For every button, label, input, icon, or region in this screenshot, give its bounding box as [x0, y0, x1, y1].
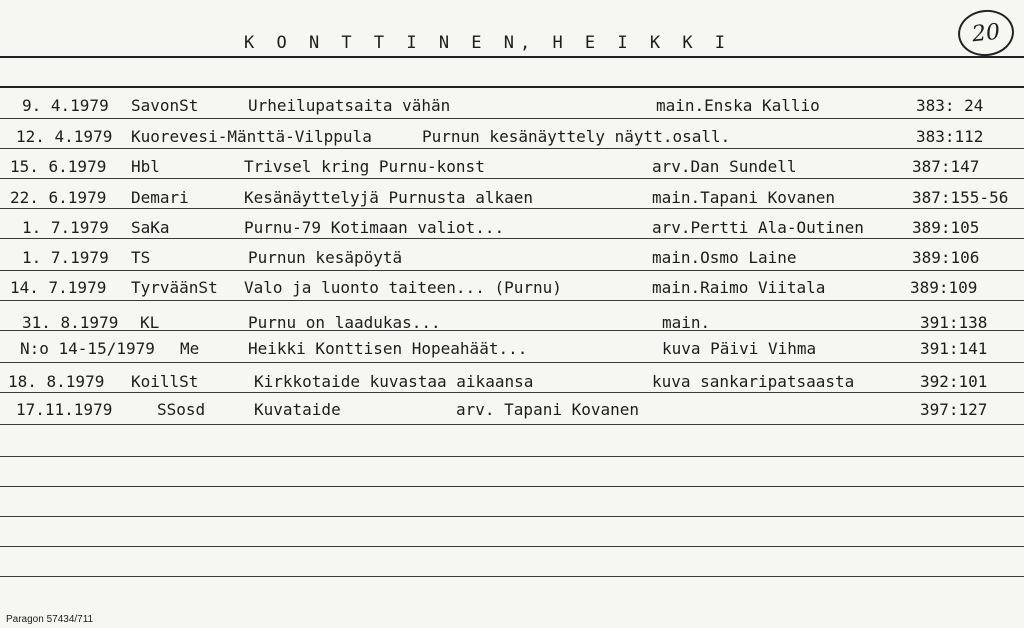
entry-ref: 387:155-56	[912, 188, 1009, 207]
entry-ref: 397:127	[920, 400, 988, 419]
entry-title: Purnun kesäpöytä	[248, 248, 403, 267]
ruled-line	[0, 238, 1024, 239]
entry-source: SavonSt	[131, 96, 199, 115]
entry-source: Kuorevesi-Mänttä-Vilppula	[131, 127, 372, 146]
ruled-line	[0, 178, 1024, 179]
entry-author: main.Enska Kallio	[656, 96, 820, 115]
entry-date: 14. 7.1979	[10, 278, 107, 297]
entry-ref: 389:105	[912, 218, 980, 237]
entry-date: 9. 4.1979	[22, 96, 109, 115]
entry-title: Kuvataide	[254, 400, 341, 419]
entry-author: kuva Päivi Vihma	[662, 339, 817, 358]
entry-date: 22. 6.1979	[10, 188, 107, 207]
ruled-line	[0, 486, 1024, 487]
entry-author: main.Raimo Viitala	[652, 278, 826, 297]
card-title: K O N T T I N E N, H E I K K I	[244, 33, 732, 53]
entry-date: 1. 7.1979	[22, 218, 109, 237]
entry-title: Purnun kesänäyttely näytt.osall.	[422, 127, 731, 146]
ruled-line	[0, 456, 1024, 457]
entry-source: SSosd	[157, 400, 206, 419]
entry-title: Purnu-79 Kotimaan valiot...	[244, 218, 505, 237]
entry-ref: 383:112	[916, 127, 984, 146]
entry-date: 31. 8.1979	[22, 313, 119, 332]
entry-date: 1. 7.1979	[22, 248, 109, 267]
ruled-line	[0, 546, 1024, 547]
entry-date: 17.11.1979	[16, 400, 113, 419]
entry-author: arv.Pertti Ala-Outinen	[652, 218, 864, 237]
entry-ref: 389:109	[910, 278, 978, 297]
entry-author: main.Tapani Kovanen	[652, 188, 836, 207]
ruled-line	[0, 516, 1024, 517]
entry-source: Demari	[131, 188, 189, 207]
entry-title: Purnu on laadukas...	[248, 313, 441, 332]
printer-imprint: Paragon 57434/711	[6, 614, 94, 625]
entry-title: Kirkkotaide kuvastaa aikaansa	[254, 372, 534, 391]
entry-author: kuva sankaripatsaasta	[652, 372, 855, 391]
ruled-line	[0, 118, 1024, 119]
ruled-line	[0, 576, 1024, 577]
entry-source: Hbl	[131, 157, 160, 176]
entry-author: arv. Tapani Kovanen	[456, 400, 640, 419]
entry-title: Valo ja luonto taiteen... (Purnu)	[244, 278, 562, 297]
ruled-line	[0, 56, 1024, 58]
entry-ref: 391:138	[920, 313, 988, 332]
entry-source: KoillSt	[131, 372, 199, 391]
entry-author: main.Osmo Laine	[652, 248, 797, 267]
ruled-line	[0, 424, 1024, 425]
entry-source: KL	[140, 313, 160, 332]
ruled-line	[0, 148, 1024, 149]
entry-title: Urheilupatsaita vähän	[248, 96, 451, 115]
entry-title: Kesänäyttelyjä Purnusta alkaen	[244, 188, 533, 207]
ruled-line	[0, 86, 1024, 88]
entry-author: arv.Dan Sundell	[652, 157, 797, 176]
entry-source: Me	[180, 339, 200, 358]
entry-ref: 387:147	[912, 157, 980, 176]
entry-ref: 383: 24	[916, 96, 984, 115]
ruled-line	[0, 362, 1024, 363]
card-number: 20	[970, 19, 1002, 47]
entry-author: main.	[662, 313, 711, 332]
entry-source: TS	[131, 248, 151, 267]
ruled-line	[0, 208, 1024, 209]
entry-date: N:o 14-15/1979	[20, 339, 155, 358]
entry-date: 15. 6.1979	[10, 157, 107, 176]
entry-ref: 389:106	[912, 248, 980, 267]
entry-source: TyrväänSt	[131, 278, 218, 297]
entry-date: 18. 8.1979	[8, 372, 105, 391]
entry-ref: 391:141	[920, 339, 988, 358]
entry-ref: 392:101	[920, 372, 988, 391]
ruled-line	[0, 300, 1024, 301]
card-number-circle	[956, 7, 1017, 59]
entry-date: 12. 4.1979	[16, 127, 113, 146]
entry-title: Heikki Konttisen Hopeahäät...	[248, 339, 528, 358]
entry-source: SaKa	[131, 218, 170, 237]
entry-title: Trivsel kring Purnu-konst	[244, 157, 485, 176]
ruled-line	[0, 392, 1024, 393]
ruled-line	[0, 270, 1024, 271]
